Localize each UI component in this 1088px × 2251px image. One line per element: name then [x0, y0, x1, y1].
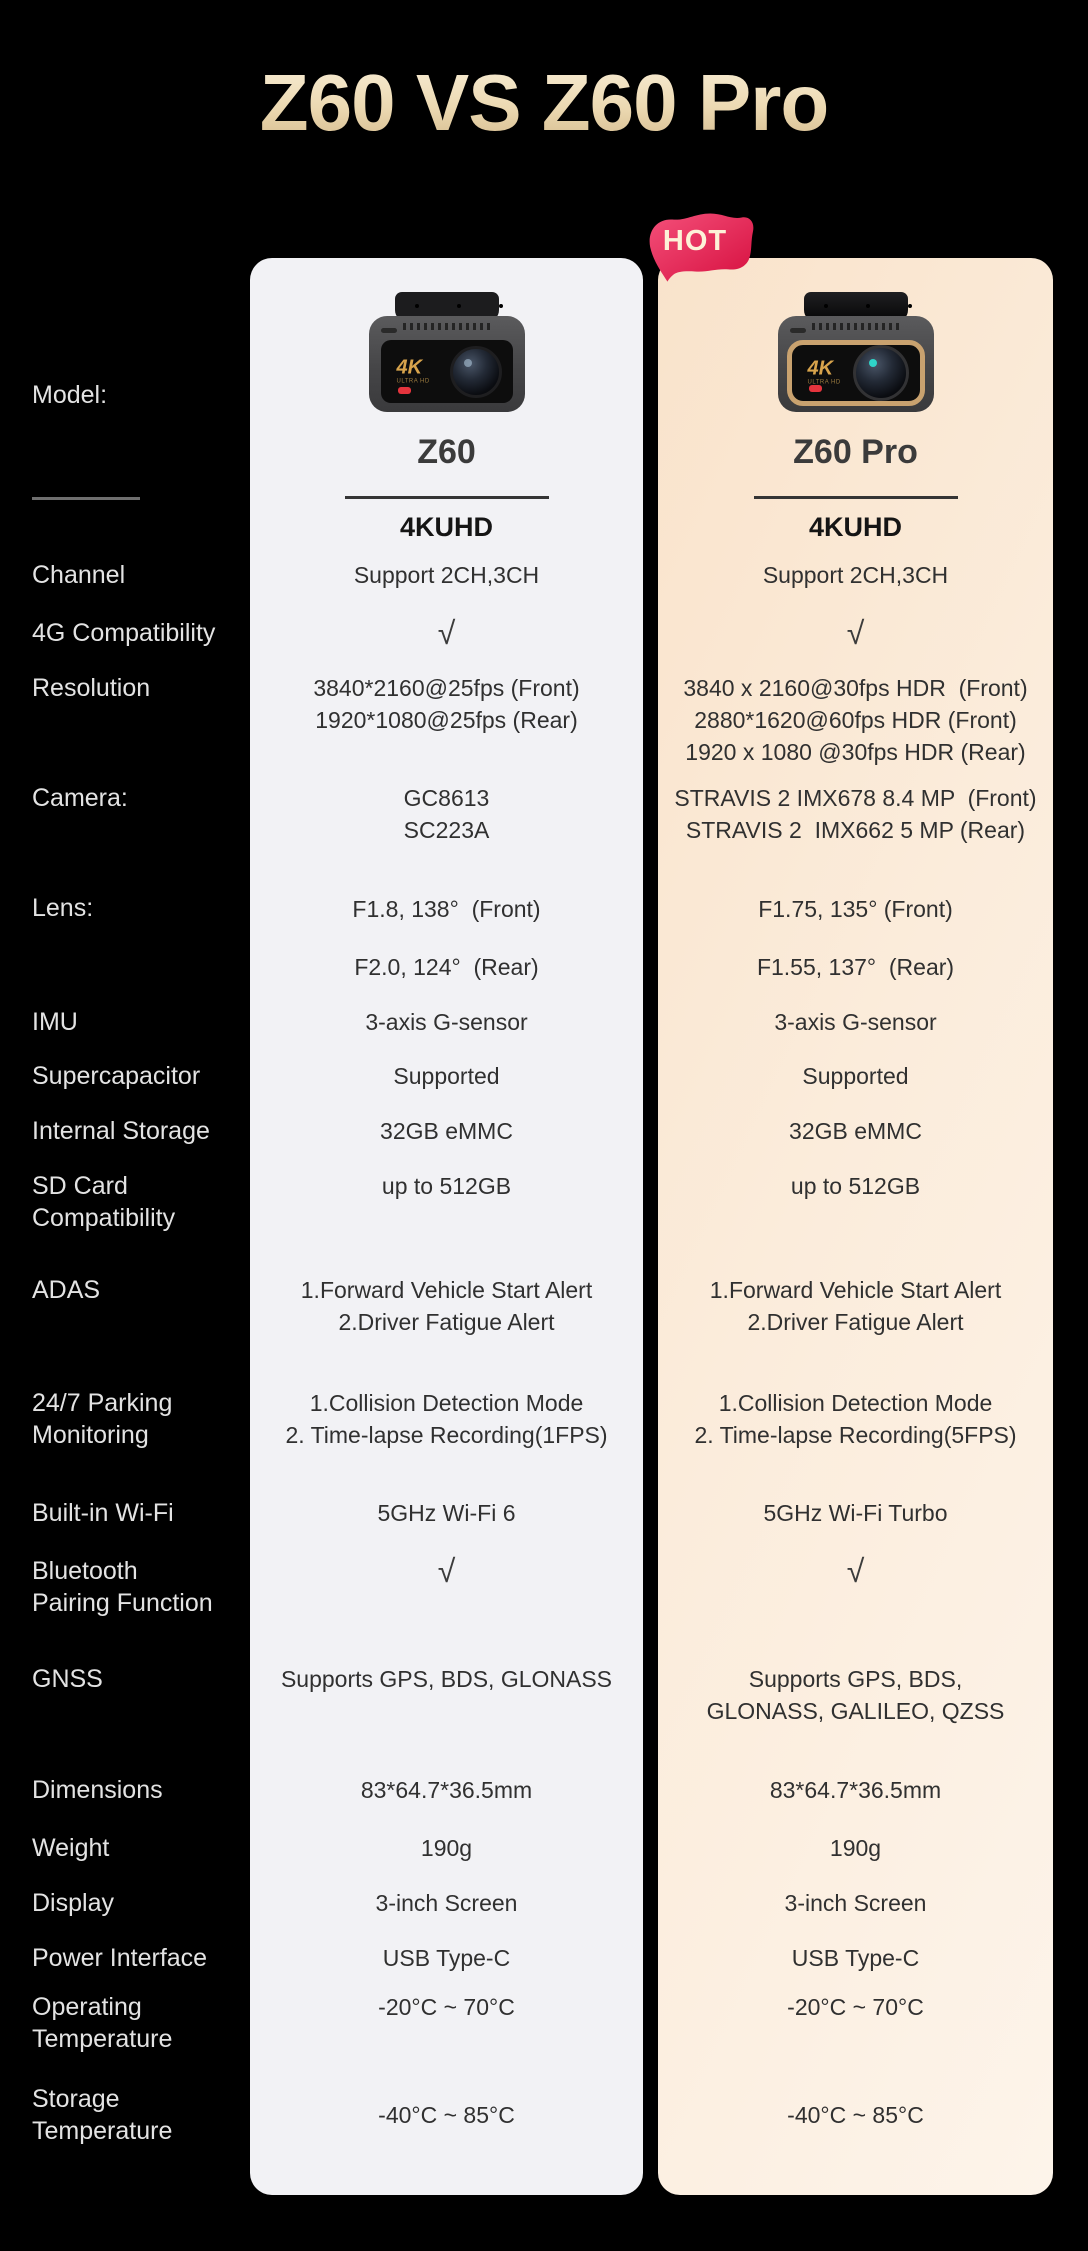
spec-row-power — [0, 1930, 1088, 1985]
camera-vent — [403, 323, 490, 330]
spec-row-storage-temp — [0, 2070, 1088, 2160]
page-title: Z60 VS Z60 Pro — [259, 58, 829, 147]
row-label-cell — [0, 1875, 250, 1930]
z60-pro-value-line: 190g — [829, 1834, 882, 1861]
z60-pro-value-cell — [658, 605, 1053, 660]
spec-row-supercapacitor — [0, 1048, 1088, 1103]
product-z60-pro-header — [658, 258, 1053, 545]
z60-pro-value-cell — [658, 2070, 1053, 2160]
z60-pro-value-cell — [658, 1370, 1053, 1480]
camera-screen-text — [397, 357, 430, 385]
z60-name: Z60 — [417, 433, 476, 471]
spec-row-internal-storage — [0, 1103, 1088, 1158]
spec-row-bluetooth — [0, 1545, 1088, 1640]
row-label: Compatibility — [32, 1204, 176, 1232]
spec-row-compat-4g — [0, 605, 1088, 660]
checkmark-icon: √ — [846, 614, 865, 651]
spec-row-display — [0, 1875, 1088, 1930]
row-label-cell — [0, 2070, 250, 2160]
z60-value-line: Supports GPS, BDS, GLONASS — [280, 1666, 613, 1692]
row-label-cell — [0, 1985, 250, 2070]
row-label-cell — [0, 1545, 250, 1640]
row-label: Built-in Wi-Fi — [32, 1498, 174, 1527]
z60-pro-name: Z60 Pro — [793, 433, 918, 471]
z60-value-cell — [250, 770, 643, 880]
row-label: Weight — [32, 1833, 110, 1862]
row-label-cell — [0, 1760, 250, 1820]
z60-value-cell — [250, 995, 643, 1048]
row-label: GNSS — [32, 1665, 103, 1693]
z60-pro-value-cell — [658, 1875, 1053, 1930]
camera-front-panel — [381, 340, 513, 403]
z60-pro-value-line: USB Type-C — [791, 1944, 920, 1971]
spec-row-op-temp — [0, 1985, 1088, 2070]
z60-pro-value-line: 3-inch Screen — [784, 1889, 927, 1916]
z60-value-line: GC8613 — [403, 785, 490, 811]
z60-value-cell — [250, 1875, 643, 1930]
z60-pro-value-cell — [658, 1985, 1053, 2070]
z60-pro-value-line: up to 512GB — [790, 1173, 921, 1199]
model-label-cell — [0, 258, 250, 545]
z60-value-cell — [250, 1760, 643, 1820]
z60-pro-value-line: F1.55, 137° (Rear) — [756, 953, 955, 980]
hot-badge-label: HOT — [662, 225, 728, 257]
row-label-cell — [0, 770, 250, 880]
model-label: Model: — [32, 381, 108, 409]
z60-pro-value-cell — [658, 1640, 1053, 1760]
z60-pro-value-line: STRAVIS 2 IMX662 5 MP (Rear) — [685, 817, 1026, 843]
z60-value-cell — [250, 605, 643, 660]
z60-pro-value-line: Supported — [802, 1062, 909, 1089]
z60-value-line: 5GHz Wi-Fi 6 — [377, 1499, 516, 1526]
z60-pro-value-cell — [658, 545, 1053, 605]
row-label: Power Interface — [32, 1943, 208, 1972]
z60-value-cell — [250, 1260, 643, 1370]
z60-value-line: Supported — [393, 1062, 500, 1089]
z60-pro-value-cell — [658, 995, 1053, 1048]
z60-value-cell — [250, 1545, 643, 1640]
z60-pro-value-line: STRAVIS 2 IMX678 8.4 MP (Front) — [674, 785, 1037, 811]
z60-value-cell — [250, 1048, 643, 1103]
z60-pro-value-line: Support 2CH,3CH — [762, 562, 949, 588]
comparison-grid — [0, 258, 1088, 2160]
z60-pro-value-line: GLONASS, GALILEO, QZSS — [706, 1698, 1005, 1724]
z60-pro-camera-image — [776, 292, 936, 414]
z60-pro-value-line: -40°C ~ 85°C — [787, 2102, 924, 2128]
row-label-cell — [0, 1103, 250, 1158]
row-label: 24/7 Parking — [32, 1389, 173, 1417]
row-label: Dimensions — [32, 1776, 163, 1804]
z60-value-line: 3-axis G-sensor — [365, 1008, 528, 1035]
z60-pro-value-line: 3840 x 2160@30fps HDR (Front) — [683, 675, 1028, 701]
z60-quality-badge: 4KUHD — [399, 512, 493, 542]
row-label-cell — [0, 605, 250, 660]
z60-value-line: up to 512GB — [381, 1173, 512, 1199]
z60-value-cell — [250, 1820, 643, 1875]
z60-camera-image — [367, 292, 527, 414]
camera-record-indicator — [809, 385, 822, 392]
z60-pro-value-line: 83*64.7*36.5mm — [769, 1777, 942, 1803]
row-label-cell — [0, 995, 250, 1048]
z60-pro-value-line: 2.Driver Fatigue Alert — [747, 1309, 964, 1335]
row-label: Camera: — [32, 784, 128, 812]
row-label-cell — [0, 1930, 250, 1985]
checkmark-icon: √ — [437, 1553, 456, 1589]
z60-value-line: SC223A — [403, 817, 490, 843]
z60-pro-value-cell — [658, 660, 1053, 770]
z60-value-cell — [250, 1158, 643, 1260]
z60-value-line: 190g — [420, 1834, 473, 1861]
row-label-cell — [0, 1048, 250, 1103]
z60-pro-value-cell — [658, 1930, 1053, 1985]
row-label: Bluetooth — [32, 1557, 138, 1585]
camera-vent — [812, 323, 899, 330]
camera-mount-dots — [415, 304, 419, 308]
spec-row-camera — [0, 770, 1088, 880]
camera-screen-text — [808, 358, 841, 386]
z60-pro-value-line: -20°C ~ 70°C — [787, 1994, 924, 2020]
z60-pro-value-line: 1.Collision Detection Mode — [718, 1390, 993, 1416]
product-z60-header — [250, 258, 643, 545]
model-divider — [32, 497, 140, 500]
z60-value-cell — [250, 1985, 643, 2070]
title-wrap — [0, 0, 1088, 148]
camera-record-indicator — [398, 387, 411, 394]
camera-lens-icon — [853, 345, 909, 401]
spec-row-parking — [0, 1370, 1088, 1480]
camera-mount-dots — [824, 304, 828, 308]
camera-screen-label: 4K — [807, 357, 834, 380]
spec-row-wifi — [0, 1480, 1088, 1545]
row-label: Channel — [32, 561, 126, 589]
z60-pro-value-line: F1.75, 135° (Front) — [758, 895, 953, 922]
z60-value-line: -40°C ~ 85°C — [378, 2102, 515, 2128]
z60-pro-value-line: 1920 x 1080 @30fps HDR (Rear) — [685, 739, 1026, 765]
comparison-area — [0, 225, 1088, 2160]
row-label: Storage — [32, 2085, 120, 2113]
spec-row-dimensions — [0, 1760, 1088, 1820]
z60-pro-value-cell — [658, 1260, 1053, 1370]
z60-value-line: -20°C ~ 70°C — [378, 1994, 515, 2020]
row-label: Monitoring — [32, 1421, 149, 1449]
z60-pro-value-line: 2880*1620@60fps HDR (Front) — [694, 707, 1017, 733]
camera-screen-sublabel: ULTRA HD — [396, 377, 430, 384]
spec-row-lens — [0, 880, 1088, 995]
spec-row-model — [0, 258, 1088, 545]
row-label: IMU — [32, 1007, 78, 1036]
z60-value-line: 1920*1080@25fps (Rear) — [315, 707, 578, 733]
z60-pro-value-cell — [658, 1103, 1053, 1158]
z60-pro-value-line: Supports GPS, BDS, — [748, 1666, 963, 1692]
hot-badge — [641, 208, 757, 282]
z60-value-cell — [250, 1370, 643, 1480]
z60-pro-value-cell — [658, 1048, 1053, 1103]
row-label-cell — [0, 660, 250, 770]
spec-row-weight — [0, 1820, 1088, 1875]
z60-underline — [345, 496, 549, 499]
row-label-cell — [0, 1158, 250, 1260]
spec-row-channel — [0, 545, 1088, 605]
row-label: Temperature — [32, 2117, 173, 2145]
camera-side-slot — [790, 328, 806, 333]
spec-row-sd-card — [0, 1158, 1088, 1260]
z60-value-line: 1.Forward Vehicle Start Alert — [300, 1277, 593, 1303]
z60-value-line: 2.Driver Fatigue Alert — [338, 1309, 555, 1335]
z60-value-line: 83*64.7*36.5mm — [360, 1777, 533, 1803]
row-label: 4G Compatibility — [32, 618, 216, 647]
camera-screen-label: 4K — [396, 355, 423, 378]
z60-value-line: 3840*2160@25fps (Front) — [313, 675, 580, 701]
z60-pro-value-cell — [658, 1545, 1053, 1640]
camera-lens-icon — [450, 346, 502, 398]
checkmark-icon: √ — [846, 1553, 865, 1589]
z60-pro-value-line: 1.Forward Vehicle Start Alert — [709, 1277, 1002, 1303]
z60-pro-value-line: 2. Time-lapse Recording(5FPS) — [694, 1422, 1017, 1448]
z60-value-cell — [250, 660, 643, 770]
spec-row-imu — [0, 995, 1088, 1048]
row-label: SD Card — [32, 1172, 128, 1200]
z60-pro-value-cell — [658, 1158, 1053, 1260]
z60-value-cell — [250, 545, 643, 605]
row-label: Pairing Function — [32, 1589, 213, 1617]
row-label-cell — [0, 1640, 250, 1760]
row-label-cell — [0, 545, 250, 605]
row-label: Lens: — [32, 894, 94, 922]
z60-pro-value-line: 3-axis G-sensor — [774, 1008, 937, 1035]
z60-pro-underline — [754, 496, 958, 499]
row-label: Operating — [32, 1993, 142, 2021]
z60-value-line: Support 2CH,3CH — [353, 562, 540, 588]
z60-pro-value-cell — [658, 1820, 1053, 1875]
z60-value-cell — [250, 1640, 643, 1760]
spec-row-adas — [0, 1260, 1088, 1370]
z60-value-line: 32GB eMMC — [380, 1117, 513, 1144]
z60-pro-value-cell — [658, 1480, 1053, 1545]
z60-value-line: 1.Collision Detection Mode — [309, 1390, 584, 1416]
row-label-cell — [0, 1480, 250, 1545]
camera-side-slot — [381, 328, 397, 333]
z60-value-line: F2.0, 124° (Rear) — [354, 953, 539, 980]
row-label: Supercapacitor — [32, 1061, 201, 1090]
row-label-cell — [0, 880, 250, 995]
row-label: Resolution — [32, 674, 151, 702]
spec-row-gnss — [0, 1640, 1088, 1760]
camera-body — [369, 316, 525, 412]
row-label: Internal Storage — [32, 1116, 210, 1145]
spec-row-resolution — [0, 660, 1088, 770]
z60-value-line: F1.8, 138° (Front) — [352, 895, 541, 922]
camera-body — [778, 316, 934, 412]
z60-value-cell — [250, 1103, 643, 1158]
z60-pro-value-cell — [658, 770, 1053, 880]
row-label-cell — [0, 1820, 250, 1875]
z60-value-cell — [250, 2070, 643, 2160]
z60-pro-value-cell — [658, 1760, 1053, 1820]
z60-pro-value-cell — [658, 880, 1053, 995]
z60-pro-quality-badge: 4KUHD — [808, 512, 902, 542]
camera-screen-sublabel: ULTRA HD — [807, 379, 841, 386]
row-label-cell — [0, 1260, 250, 1370]
checkmark-icon: √ — [437, 614, 456, 651]
z60-value-line: 2. Time-lapse Recording(1FPS) — [285, 1422, 608, 1448]
z60-value-cell — [250, 1930, 643, 1985]
z60-value-line: 3-inch Screen — [375, 1889, 518, 1916]
z60-pro-value-line: 5GHz Wi-Fi Turbo — [763, 1499, 948, 1526]
row-label: Temperature — [32, 2025, 173, 2053]
z60-pro-value-line: 32GB eMMC — [789, 1117, 922, 1144]
row-label: Display — [32, 1888, 114, 1917]
row-label-cell — [0, 1370, 250, 1480]
camera-front-panel — [787, 340, 925, 406]
z60-value-cell — [250, 880, 643, 995]
row-label: ADAS — [32, 1276, 101, 1304]
z60-value-cell — [250, 1480, 643, 1545]
z60-value-line: USB Type-C — [382, 1944, 511, 1971]
